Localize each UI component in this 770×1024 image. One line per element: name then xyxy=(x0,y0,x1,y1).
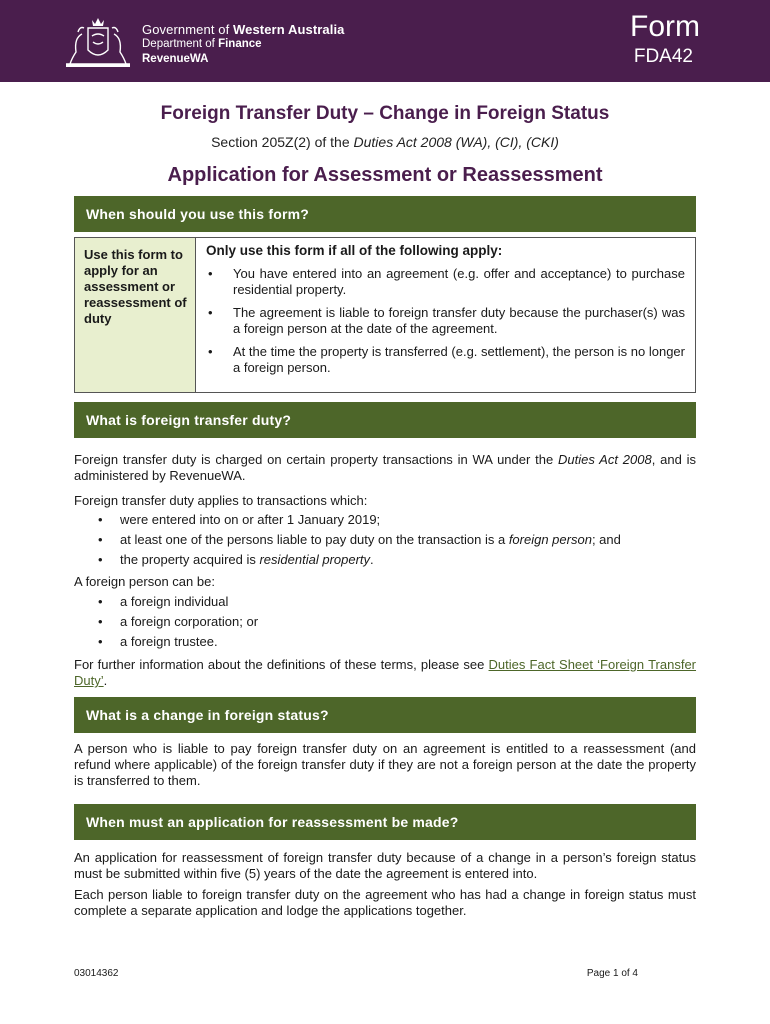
page-header xyxy=(0,0,770,82)
paragraph-application-deadline: An application for reassessment of foreign transfer duty because of a change in a person’s foreign status must be submitted within five (5) years of the date the agreement is entered into. xyxy=(74,850,696,881)
list-item: • a foreign corporation; or xyxy=(74,612,696,632)
list-item: • a foreign trustee. xyxy=(74,632,696,652)
section-reference: Section 205Z(2) of the Duties Act 2008 (WA), (CI), (CKI) xyxy=(211,134,559,150)
foreign-person-list xyxy=(74,592,696,652)
paragraph-separate-application: Each person liable to foreign transfer duty on the agreement who has had a change in foreign status must complete a separate application and lodge the applications together. xyxy=(74,887,696,918)
usage-conditions-list xyxy=(206,266,685,376)
org-line-government: Government of Western Australia xyxy=(142,22,345,37)
usage-table-label: Use this form to apply for an assessment or reassessment of duty xyxy=(75,238,196,392)
section-heading-change-status: What is a change in foreign status? xyxy=(74,697,696,733)
paragraph-ftd-definition: Foreign transfer duty is charged on certain property transactions in WA under the Duties Act 2008, and is administered by RevenueWA. xyxy=(74,452,697,483)
form-number: 03014362 xyxy=(74,968,119,979)
form-code: FDA42 xyxy=(633,46,693,67)
section-heading-what-ftd: What is foreign transfer duty? xyxy=(74,402,696,438)
paragraph-further-info: For further information about the definitions of these terms, please see Duties Fact Sheet ‘Foreign Transfer Duty’. xyxy=(74,657,697,688)
list-item: • a foreign individual xyxy=(74,592,696,612)
usage-table xyxy=(74,237,696,393)
paragraph-foreign-person: A foreign person can be: xyxy=(74,574,215,589)
usage-conditions-heading: Only use this form if all of the following apply: xyxy=(206,243,503,258)
section-heading-when-apply: When must an application for reassessment be made? xyxy=(74,804,696,840)
form-label: Form xyxy=(630,10,700,43)
page-title: Foreign Transfer Duty – Change in Foreign Status xyxy=(160,103,610,124)
fact-sheet-link[interactable]: Duties Fact Sheet ‘Foreign Transfer Duty’ xyxy=(74,657,697,688)
list-item: • at least one of the persons liable to pay duty on the transaction is a foreign person; and xyxy=(74,530,696,550)
list-item: • The agreement is liable to foreign transfer duty because the purchaser(s) was a foreign person at the date of the agreement. xyxy=(206,305,685,337)
section-heading-when-use: When should you use this form? xyxy=(74,196,696,232)
org-line-revenuewa: RevenueWA xyxy=(142,53,209,65)
page-subtitle: Application for Assessment or Reassessment xyxy=(167,164,603,186)
list-item: • were entered into on or after 1 January 2019; xyxy=(74,510,696,530)
list-item: • You have entered into an agreement (e.g. offer and acceptance) to purchase residential property. xyxy=(206,266,685,298)
coat-of-arms-icon xyxy=(62,14,134,72)
list-item: • the property acquired is residential property. xyxy=(74,550,696,570)
paragraph-ftd-applies: Foreign transfer duty applies to transactions which: xyxy=(74,493,368,508)
paragraph-change-status: A person who is liable to pay foreign transfer duty on an agreement is entitled to a reassessment (and refund where applicable) of the foreign transfer duty if they are not a foreign person at the date the property is transferred to them. xyxy=(74,741,696,788)
usage-table-content xyxy=(196,238,695,383)
list-item: • At the time the property is transferred (e.g. settlement), the person is no longer a foreign person. xyxy=(206,344,685,376)
ftd-transactions-list xyxy=(74,510,696,570)
org-line-department: Department of Finance xyxy=(142,38,262,50)
page-number: Page 1 of 4 xyxy=(586,968,638,979)
